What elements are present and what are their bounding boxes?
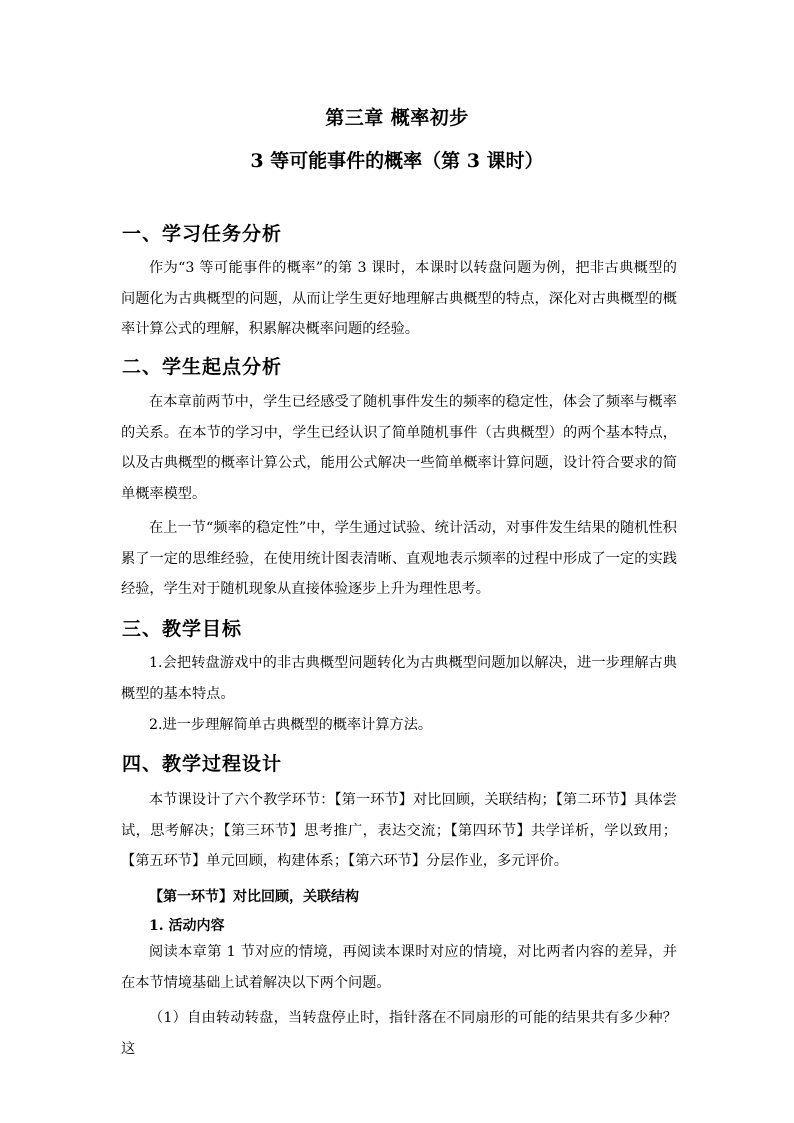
paragraph-goal-2: 2.进一步理解简单古典概型的概率计算方法。 [149, 717, 433, 733]
activity-content-heading: 1. 活动内容 [149, 918, 225, 934]
paragraph-question-1: （1）自由转动转盘，当转盘停止时，指针落在不同扇形的可能的结果共有多少种？这 [121, 1010, 677, 1057]
chapter-title: 第三章 概率初步 [325, 107, 469, 129]
section-heading-teaching-goals: 三、教学目标 [122, 618, 243, 640]
paragraph-student-analysis-1: 在本章前两节中，学生已经感受了随机事件发生的频率的稳定性，体会了频率与概率的关系。在本节的学习中，学生已经认识了简单随机事件（古典概型）的两个基本特点，以及古典概型的概率计算公式，能用公式解决一些简单概率计算问题，设计符合要求的简单概率模型。 [121, 394, 677, 502]
paragraph-goal-1: 1.会把转盘游戏中的非古典概型问题转化为古典概型问题加以解决，进一步理解古典概型的基本特点。 [121, 655, 677, 702]
section-heading-task-analysis: 一、学习任务分析 [122, 223, 283, 245]
paragraph-activity-content: 阅读本章第 1 节对应的情境，再阅读本课时对应的情境，对比两者内容的差异，并在本节情境基础上试着解决以下两个问题。 [121, 944, 677, 991]
paragraph-process-design: 本节课设计了六个教学环节：【第一环节】对比回顾，关联结构；【第二环节】具体尝试，思考解决；【第三环节】思考推广，表达交流；【第四环节】共学详析，学以致用；【第五环节】单元回顾，构建体系；【第六环节】分层作业，多元评价。 [121, 792, 677, 869]
section-heading-student-analysis: 二、学生起点分析 [122, 356, 283, 378]
paragraph-student-analysis-2: 在上一节“频率的稳定性”中，学生通过试验、统计活动，对事件发生结果的随机性积累了一定的思维经验，在使用统计图表清晰、直观地表示频率的过程中形成了一定的实践经验，学生对于随机现象从直接体验逐步上升为理性思考。 [121, 520, 677, 597]
paragraph-task-analysis: 作为“3 等可能事件的概率”的第 3 课时，本课时以转盘问题为例，把非古典概型的问题化为古典概型的问题，从而让学生更好地理解古典概型的特点，深化对古典概型的概率计算公式的理解，积累解决概率问题的经验。 [121, 260, 677, 337]
step1-heading: 【第一环节】对比回顾，关联结构 [149, 889, 359, 905]
lesson-title: 3 等可能事件的概率（第 3 课时） [250, 150, 544, 172]
section-heading-process-design: 四、教学过程设计 [122, 753, 283, 775]
